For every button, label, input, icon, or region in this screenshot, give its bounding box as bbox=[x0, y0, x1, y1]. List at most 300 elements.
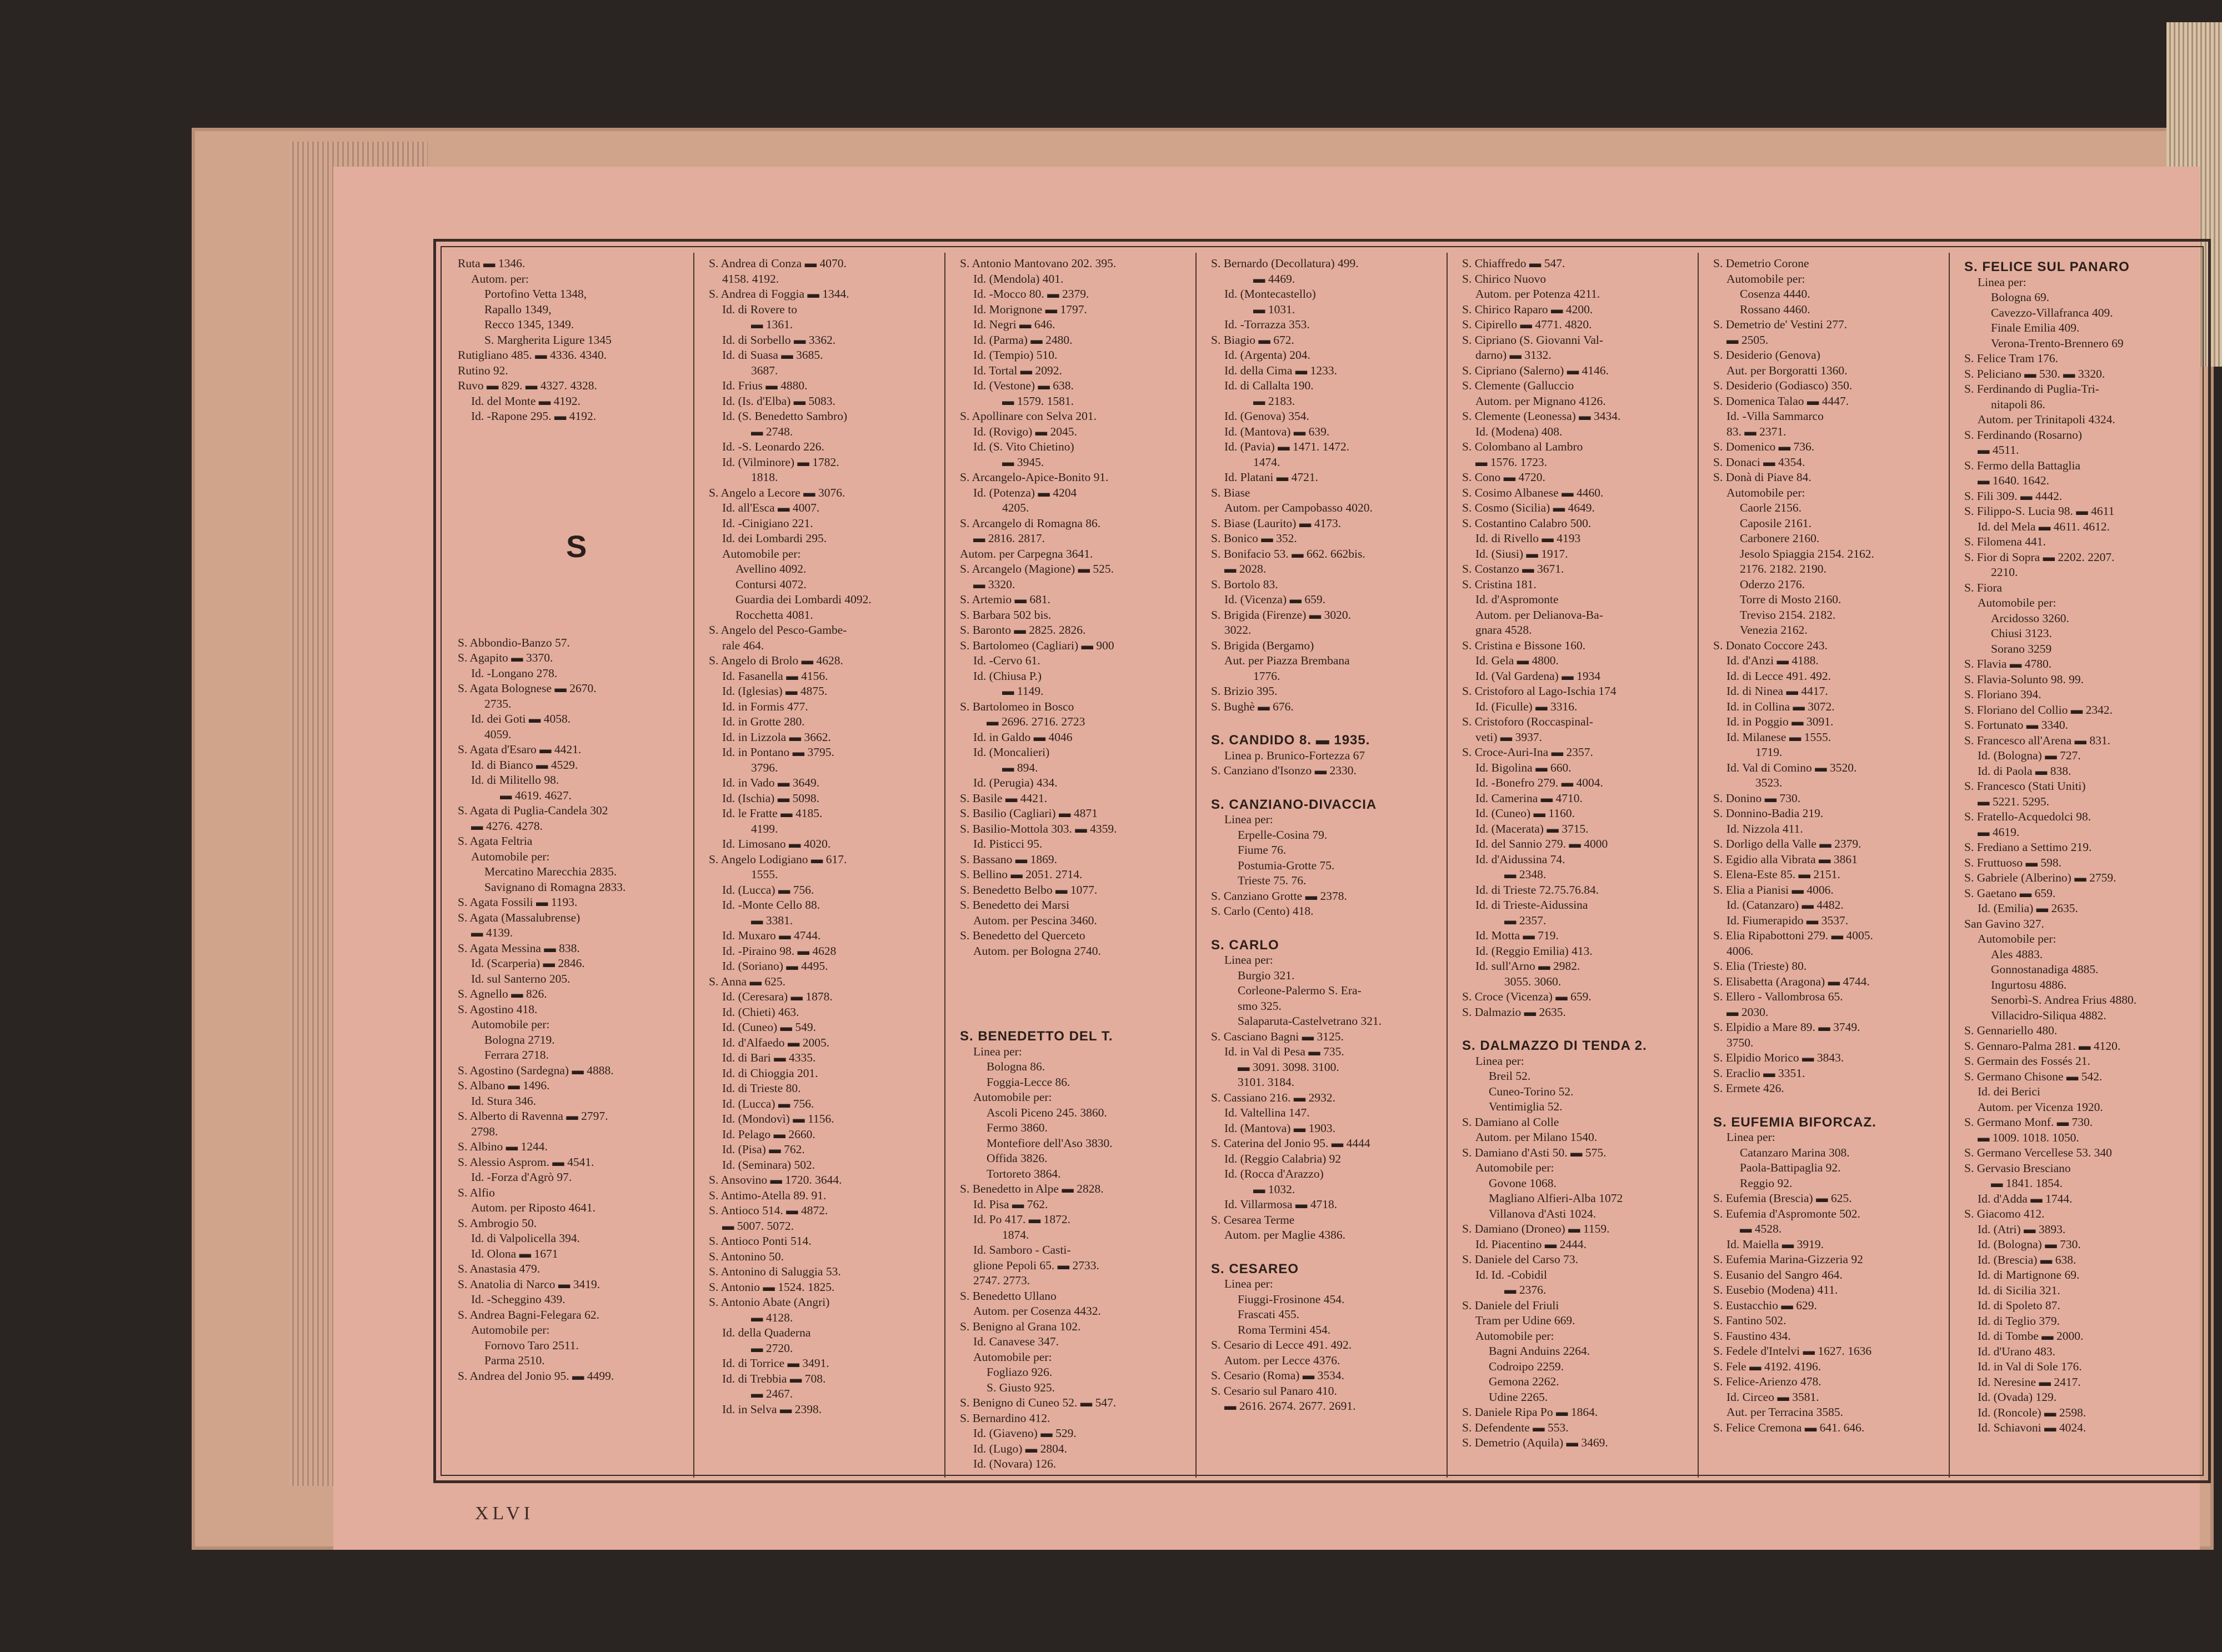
index-entry: S. Andrea di Conza ▬ 4070. bbox=[709, 257, 847, 270]
index-entry: Id. di Bianco ▬ 4529. bbox=[471, 758, 578, 772]
index-entry: S. Fortunato ▬ 3340. bbox=[1964, 718, 2068, 732]
index-entry: ▬ 3091. 3098. 3100. bbox=[1238, 1060, 1339, 1074]
index-entry: S. Donato Coccore 243. bbox=[1713, 638, 1828, 652]
index-entry: Erpelle-Cosina 79. bbox=[1238, 828, 1328, 842]
index-entry: Arcidosso 3260. bbox=[1991, 611, 2069, 625]
index-entry: S. Antonio ▬ 1524. 1825. bbox=[709, 1280, 835, 1294]
index-entry: Verona-Trento-Brennero 69 bbox=[1991, 336, 2124, 350]
index-entry: Guardia dei Lombardi 4092. bbox=[735, 593, 872, 606]
index-entry: Id. Limosano ▬ 4020. bbox=[722, 837, 831, 850]
index-entry: Linea per: bbox=[1475, 1054, 1524, 1068]
index-entry: S. Agostino 418. bbox=[458, 1002, 538, 1016]
index-entry: S. Egidio alla Vibrata ▬ 3861 bbox=[1713, 852, 1858, 866]
index-entry: Id. di Trieste 80. bbox=[722, 1082, 801, 1095]
index-entry: S. Canziano d'Isonzo ▬ 2330. bbox=[1211, 764, 1357, 777]
index-entry: Id. di Teglio 379. bbox=[1978, 1314, 2060, 1328]
index-entry: S. Demetrio (Aquila) ▬ 3469. bbox=[1462, 1436, 1608, 1449]
index-entry: Autom. per Delianova-Ba- bbox=[1475, 608, 1603, 622]
index-entry: ▬ 5007. 5072. bbox=[722, 1219, 794, 1233]
index-entry: ▬ 3320. bbox=[973, 577, 1015, 591]
index-entry: Id. del Mela ▬ 4611. 4612. bbox=[1978, 519, 2110, 533]
index-entry: Linea per: bbox=[1726, 1130, 1775, 1144]
index-entry: S. Bellino ▬ 2051. 2714. bbox=[960, 868, 1083, 881]
index-entry: Id. (Pisa) ▬ 762. bbox=[722, 1143, 805, 1156]
index-entry: S. Cosimo Albanese ▬ 4460. bbox=[1462, 485, 1604, 499]
index-entry: Id. (Mendola) 401. bbox=[973, 272, 1064, 286]
index-entry: Id. Muxaro ▬ 4744. bbox=[722, 929, 821, 942]
spacer bbox=[1713, 1097, 1942, 1112]
index-entry: S. Brigida (Bergamo) bbox=[1211, 638, 1314, 652]
index-entry: ▬ 1009. 1018. 1050. bbox=[1978, 1130, 2079, 1144]
index-entry: Id. (Lugo) ▬ 2804. bbox=[973, 1441, 1067, 1455]
index-entry: Id. (Vilminore) ▬ 1782. bbox=[722, 455, 839, 469]
page-number: XLVI bbox=[475, 1503, 534, 1524]
index-entry: Trieste 75. 76. bbox=[1238, 874, 1307, 887]
index-entry: S. Biase (Laurito) ▬ 4173. bbox=[1211, 516, 1342, 530]
index-entry: Id. di Trieste 72.75.76.84. bbox=[1475, 883, 1599, 897]
index-entry: Ingurtosu 4886. bbox=[1991, 978, 2067, 992]
index-entry: S. Elena-Este 85. ▬ 2151. bbox=[1713, 868, 1840, 881]
section-letter: S bbox=[566, 528, 587, 564]
index-entry: S. Clemente (Leonessa) ▬ 3434. bbox=[1462, 409, 1621, 423]
index-entry: ▬ 2467. bbox=[751, 1387, 793, 1400]
spacer bbox=[1211, 779, 1440, 794]
index-entry: ▬ 4128. bbox=[751, 1310, 793, 1324]
index-entry: Id. Po 417. ▬ 1872. bbox=[973, 1213, 1070, 1226]
index-entry: Carbonere 2160. bbox=[1740, 532, 1820, 545]
index-entry: 3750. bbox=[1726, 1035, 1754, 1049]
index-entry: S. Basilio-Mottola 303. ▬ 4359. bbox=[960, 822, 1117, 835]
index-entry: S. Elia (Trieste) 80. bbox=[1713, 959, 1807, 973]
index-entry: S. Basilio (Cagliari) ▬ 4871 bbox=[960, 807, 1098, 820]
index-entry: Id. (Macerata) ▬ 3715. bbox=[1475, 822, 1589, 835]
index-entry: Id. (Chiusa P.) bbox=[973, 669, 1042, 683]
index-entry: S. Benigno di Cuneo 52. ▬ 547. bbox=[960, 1396, 1117, 1409]
index-entry: Fermo 3860. bbox=[987, 1121, 1048, 1134]
index-column-4 bbox=[1197, 253, 1448, 1478]
index-entry: S. Benigno al Grana 102. bbox=[960, 1319, 1081, 1333]
index-entry: S. Cesario (Roma) ▬ 3534. bbox=[1211, 1369, 1345, 1382]
spacer bbox=[1211, 714, 1440, 729]
index-entry: ▬ 3945. bbox=[1002, 455, 1044, 469]
index-entry: Linea per: bbox=[1978, 275, 2026, 289]
index-entry: S. Ambrogio 50. bbox=[458, 1216, 537, 1230]
index-entry: S. Defendente ▬ 553. bbox=[1462, 1420, 1569, 1434]
index-entry: Id. (Parma) ▬ 2480. bbox=[973, 333, 1073, 347]
index-entry: Id. Gela ▬ 4800. bbox=[1475, 654, 1559, 667]
index-entry: Id. Pelago ▬ 2660. bbox=[722, 1127, 815, 1141]
index-entry: S. Cristina e Bissone 160. bbox=[1462, 638, 1586, 652]
index-entry: Id. Platani ▬ 4721. bbox=[1224, 470, 1318, 484]
index-entry: S. Bonico ▬ 352. bbox=[1211, 532, 1297, 545]
index-entry: Bagni Anduins 2264. bbox=[1489, 1344, 1590, 1358]
index-entry: ▬ 2748. bbox=[751, 424, 793, 438]
index-entry: S. Cono ▬ 4720. bbox=[1462, 470, 1545, 484]
index-entry: Id. in Grotte 280. bbox=[722, 715, 805, 728]
index-entry: Id. (Lucca) ▬ 756. bbox=[722, 883, 814, 897]
index-entry: Autom. per Riposto 4641. bbox=[471, 1201, 595, 1214]
index-entry: S. Angelo Lodigiano ▬ 617. bbox=[709, 852, 847, 866]
index-entry: Ventimiglia 52. bbox=[1489, 1100, 1563, 1113]
index-entry: S. Ermete 426. bbox=[1713, 1082, 1784, 1095]
index-entry: ▬ 1149. bbox=[1002, 684, 1044, 698]
index-entry: Portofino Vetta 1348, bbox=[484, 287, 587, 301]
index-entry: Rocchetta 4081. bbox=[735, 608, 813, 622]
index-entry: S. Demetrio Corone bbox=[1713, 257, 1809, 270]
index-entry: Id. (Perugia) 434. bbox=[973, 776, 1058, 789]
index-entry: S. Costanzo ▬ 3671. bbox=[1462, 562, 1564, 575]
index-entry: S. Bonifacio 53. ▬ 662. 662bis. bbox=[1211, 547, 1365, 560]
index-columns bbox=[443, 253, 2201, 1478]
index-entry: Udine 2265. bbox=[1489, 1390, 1548, 1404]
index-entry: Id. Valtellina 147. bbox=[1224, 1106, 1310, 1119]
index-entry: ▬ 2028. bbox=[1224, 562, 1267, 575]
index-entry: Id. (Emilia) ▬ 2635. bbox=[1978, 902, 2078, 915]
index-entry: S. Fruttuoso ▬ 598. bbox=[1964, 855, 2062, 869]
index-entry: S. Apollinare con Selva 201. bbox=[960, 409, 1097, 423]
index-entry: ▬ 4139. bbox=[471, 926, 513, 939]
index-entry: Automobile per: bbox=[1726, 272, 1805, 286]
index-entry: Id. (Cuneo) ▬ 1160. bbox=[1475, 807, 1575, 820]
index-entry: Autom. per Bologna 2740. bbox=[973, 944, 1101, 958]
index-entry: S. Peliciano ▬ 530. ▬ 3320. bbox=[1964, 367, 2105, 381]
index-entry: Savignano di Romagna 2833. bbox=[484, 880, 626, 894]
index-entry: Id. dei Lombardi 295. bbox=[722, 532, 827, 545]
index-entry: S. Agata d'Esaro ▬ 4421. bbox=[458, 743, 582, 756]
index-entry: Contursi 4072. bbox=[735, 577, 807, 591]
index-entry: Linea per: bbox=[1224, 813, 1273, 826]
index-entry: S. Flavia-Solunto 98. 99. bbox=[1964, 672, 2084, 686]
index-entry: S. Eufemia (Brescia) ▬ 625. bbox=[1713, 1192, 1852, 1205]
index-entry: Id. -Longano 278. bbox=[471, 666, 558, 680]
index-entry: S. Artemio ▬ 681. bbox=[960, 593, 1051, 606]
index-entry: Mercatino Marecchia 2835. bbox=[484, 865, 617, 878]
index-entry: ▬ 2357. bbox=[1504, 913, 1547, 927]
index-entry: Autom. per: bbox=[471, 272, 529, 286]
index-entry: S. Margherita Ligure 1345 bbox=[484, 333, 612, 347]
index-entry: Catanzaro Marina 308. bbox=[1740, 1145, 1850, 1159]
index-entry: ▬ 1841. 1854. bbox=[1991, 1177, 2063, 1190]
index-entry: S. Felice Cremona ▬ 641. 646. bbox=[1713, 1420, 1865, 1434]
index-entry: Id. (Rovigo) ▬ 2045. bbox=[973, 424, 1077, 438]
index-entry: S. Bernardino 412. bbox=[960, 1411, 1050, 1425]
index-entry: S. Antioco Ponti 514. bbox=[709, 1234, 812, 1248]
index-entry: Id. di Suasa ▬ 3685. bbox=[722, 348, 823, 362]
index-entry: Id. d'Aspromonte bbox=[1475, 593, 1559, 606]
index-entry: ▬ 2720. bbox=[751, 1341, 793, 1355]
index-entry: Bologna 86. bbox=[987, 1060, 1045, 1073]
index-entry: S. Filomena 441. bbox=[1964, 535, 2046, 548]
index-entry: Id. dei Goti ▬ 4058. bbox=[471, 712, 571, 725]
index-entry: Id. -Torrazza 353. bbox=[1224, 318, 1310, 331]
index-entry: S. Angelo di Brolo ▬ 4628. bbox=[709, 654, 843, 667]
index-entry: Rutigliano 485. ▬ 4336. 4340. bbox=[458, 348, 607, 362]
index-entry: S. Fedele d'Intelvi ▬ 1627. 1636 bbox=[1713, 1344, 1872, 1358]
index-entry: Autom. per Potenza 4211. bbox=[1475, 287, 1600, 301]
index-entry: Autom. per Trinitapoli 4324. bbox=[1978, 413, 2115, 426]
index-entry: S. Bughè ▬ 676. bbox=[1211, 699, 1294, 713]
index-entry: S. Albano ▬ 1496. bbox=[458, 1079, 550, 1092]
index-entry: S. Andrea del Jonio 95. ▬ 4499. bbox=[458, 1369, 614, 1383]
index-entry: S. Brigida (Firenze) ▬ 3020. bbox=[1211, 608, 1351, 622]
index-entry: Id. (Ficulle) ▬ 3316. bbox=[1475, 699, 1578, 713]
index-column-1 bbox=[443, 253, 694, 1478]
index-entry: S. Elia a Pianisi ▬ 4006. bbox=[1713, 883, 1834, 897]
index-entry: S. Agostino (Sardegna) ▬ 4888. bbox=[458, 1063, 614, 1077]
index-entry: Id. (Soriano) ▬ 4495. bbox=[722, 959, 828, 973]
index-entry: Id. (Brescia) ▬ 638. bbox=[1978, 1253, 2076, 1266]
index-entry: Id. di Ninea ▬ 4417. bbox=[1726, 684, 1828, 698]
index-entry: Id. (Potenza) ▬ 4204 bbox=[973, 485, 1077, 499]
index-entry: Id. del Monte ▬ 4192. bbox=[471, 394, 581, 408]
index-entry: Id. (Roncole) ▬ 2598. bbox=[1978, 1405, 2086, 1419]
index-entry: Id. (Catanzaro) ▬ 4482. bbox=[1726, 898, 1844, 912]
index-entry: 83. ▬ 2371. bbox=[1726, 424, 1786, 438]
index-entry: S. Alberto di Ravenna ▬ 2797. bbox=[458, 1109, 608, 1123]
index-entry: ▬ 1579. 1581. bbox=[1002, 394, 1074, 408]
index-entry: Id. -Forza d'Agrò 97. bbox=[471, 1170, 572, 1184]
index-entry: Id. (Bologna) ▬ 727. bbox=[1978, 749, 2081, 762]
index-entry: Id. Negri ▬ 646. bbox=[973, 318, 1055, 331]
index-entry: S. Eufemia Marina-Gizzeria 92 bbox=[1713, 1253, 1863, 1266]
index-entry: S. Dalmazio ▬ 2635. bbox=[1462, 1005, 1566, 1019]
index-entry: S. Basile ▬ 4421. bbox=[960, 791, 1048, 805]
index-entry: 1874. bbox=[1002, 1228, 1029, 1241]
index-entry: S. Antioco 514. ▬ 4872. bbox=[709, 1204, 828, 1217]
index-entry: Id. in Pontano ▬ 3795. bbox=[722, 745, 834, 759]
index-entry: smo 325. bbox=[1238, 999, 1282, 1013]
index-entry: S. Germain des Fossés 21. bbox=[1964, 1054, 2090, 1068]
index-entry: S. Agapito ▬ 3370. bbox=[458, 651, 553, 664]
index-entry: S. Agnello ▬ 826. bbox=[458, 987, 547, 1000]
index-entry: Id. di Valpolicella 394. bbox=[471, 1232, 580, 1245]
index-entry: Id. all'Esca ▬ 4007. bbox=[722, 501, 820, 514]
index-entry: S. Damiano al Colle bbox=[1462, 1115, 1559, 1129]
index-entry: glione Pepoli 65. ▬ 2733. bbox=[973, 1258, 1099, 1272]
index-entry: S. Elpidio Morico ▬ 3843. bbox=[1713, 1051, 1844, 1064]
index-entry: S. Alessio Asprom. ▬ 4541. bbox=[458, 1155, 594, 1169]
index-entry: 3055. 3060. bbox=[1504, 974, 1562, 988]
index-entry: Finale Emilia 409. bbox=[1991, 321, 2080, 334]
index-entry: 1719. bbox=[1755, 745, 1783, 759]
index-entry: S. Gennaro-Palma 281. ▬ 4120. bbox=[1964, 1039, 2121, 1053]
index-entry: Id. di Chioggia 201. bbox=[722, 1066, 818, 1080]
index-entry: Chiusi 3123. bbox=[1991, 627, 2052, 640]
index-entry: Id. (Genova) 354. bbox=[1224, 409, 1309, 423]
index-entry: Oderzo 2176. bbox=[1740, 577, 1805, 591]
index-entry: Salaparuta-Castelvetrano 321. bbox=[1238, 1014, 1382, 1028]
index-entry: Id. di Trieste-Aidussina bbox=[1475, 898, 1588, 912]
index-entry: Id. in Poggio ▬ 3091. bbox=[1726, 715, 1834, 728]
index-entry: Villacidro-Siliqua 4882. bbox=[1991, 1008, 2106, 1022]
index-entry: 1818. bbox=[751, 470, 778, 484]
index-entry: Id. -Bonefro 279. ▬ 4004. bbox=[1475, 776, 1603, 789]
index-entry: Id. (Lucca) ▬ 756. bbox=[722, 1097, 814, 1110]
index-entry: S. Cipriano (Salerno) ▬ 4146. bbox=[1462, 363, 1609, 377]
index-entry: Senorbì-S. Andrea Frius 4880. bbox=[1991, 993, 2137, 1007]
index-entry: Burgio 321. bbox=[1238, 968, 1295, 982]
index-entry: Id. d'Urano 483. bbox=[1978, 1344, 2056, 1358]
index-entry: 4199. bbox=[751, 822, 778, 835]
index-entry: S. Andrea di Foggia ▬ 1344. bbox=[709, 287, 849, 301]
index-entry: S. Fiora bbox=[1964, 580, 2003, 594]
index-entry: Id. Camerina ▬ 4710. bbox=[1475, 791, 1583, 805]
index-entry: Id. Frius ▬ 4880. bbox=[722, 379, 808, 392]
index-entry: ▬ 5221. 5295. bbox=[1978, 794, 2049, 808]
index-entry: Id. -Mocco 80. ▬ 2379. bbox=[973, 287, 1089, 301]
index-entry: Torre di Mosto 2160. bbox=[1740, 593, 1841, 606]
index-entry: Caorle 2156. bbox=[1740, 501, 1802, 514]
index-entry: S. Damiano d'Asti 50. ▬ 575. bbox=[1462, 1145, 1607, 1159]
index-entry: S. Cesario di Lecce 491. 492. bbox=[1211, 1338, 1352, 1351]
index-entry: S. Agata (Massalubrense) bbox=[458, 910, 580, 924]
index-entry: S. Bartolomeo (Cagliari) ▬ 900 bbox=[960, 638, 1114, 652]
index-entry: S. Dorligo della Valle ▬ 2379. bbox=[1713, 837, 1861, 850]
index-entry: Automobile per: bbox=[973, 1090, 1052, 1104]
index-entry: S. Ellero - Vallombrosa 65. bbox=[1713, 990, 1843, 1003]
index-entry: Id. in Collina ▬ 3072. bbox=[1726, 699, 1835, 713]
index-entry: Id. (Cuneo) ▬ 549. bbox=[722, 1020, 816, 1034]
spacer bbox=[960, 959, 1189, 992]
spacer bbox=[458, 424, 687, 458]
index-entry: Fornovo Taro 2511. bbox=[484, 1338, 579, 1352]
index-entry: Id. (Ceresara) ▬ 1878. bbox=[722, 990, 833, 1003]
index-entry: Id. di Rovere to bbox=[722, 302, 797, 316]
index-entry: Id. di Spoleto 87. bbox=[1978, 1299, 2060, 1312]
index-entry: S. Chirico Nuovo bbox=[1462, 272, 1547, 286]
index-entry: 2747. 2773. bbox=[973, 1274, 1030, 1287]
index-entry: Paola-Battipaglia 92. bbox=[1740, 1161, 1841, 1174]
index-entry: Aut. per Piazza Brembana bbox=[1224, 654, 1350, 667]
index-entry: Autom. per Milano 1540. bbox=[1475, 1130, 1598, 1144]
index-entry: Id. di Torrice ▬ 3491. bbox=[722, 1356, 829, 1370]
index-entry: S. Antonio Mantovano 202. 395. bbox=[960, 257, 1117, 270]
index-entry: Id. Milanese ▬ 1555. bbox=[1726, 730, 1831, 744]
index-entry: S. Damiano (Droneo) ▬ 1159. bbox=[1462, 1222, 1610, 1235]
index-entry: Codroipo 2259. bbox=[1489, 1359, 1564, 1373]
spacer bbox=[1211, 919, 1440, 934]
index-entry: S. Agata Feltria bbox=[458, 834, 533, 848]
index-entry: ▬ 2616. 2674. 2677. 2691. bbox=[1224, 1399, 1356, 1413]
index-entry: Automobile per: bbox=[471, 1018, 550, 1031]
index-entry: Id. (Val Gardena) ▬ 1934 bbox=[1475, 669, 1601, 683]
index-entry: S. Germano Chisone ▬ 542. bbox=[1964, 1069, 2103, 1083]
index-entry: S. Biase bbox=[1211, 485, 1250, 499]
spacer bbox=[1211, 1243, 1440, 1258]
index-entry: Id. d'Alfaedo ▬ 2005. bbox=[722, 1035, 830, 1049]
index-entry: Gonnostanadiga 4885. bbox=[1991, 963, 2099, 976]
index-entry: Linea per: bbox=[1224, 1277, 1273, 1290]
index-entry: S. Germano Vercellese 53. 340 bbox=[1964, 1146, 2112, 1159]
index-entry: Recco 1345, 1349. bbox=[484, 318, 574, 331]
index-entry: ▬ 1640. 1642. bbox=[1978, 474, 2049, 487]
index-entry: Id. (Is. d'Elba) ▬ 5083. bbox=[722, 394, 835, 408]
index-entry: ▬ 4276. 4278. bbox=[471, 819, 543, 833]
index-entry: Linea per: bbox=[973, 1044, 1022, 1058]
index-entry: S. Agata Messina ▬ 838. bbox=[458, 941, 580, 955]
index-entry: S. Costantino Calabro 500. bbox=[1462, 516, 1592, 530]
index-entry: Id. di Paola ▬ 838. bbox=[1978, 764, 2071, 778]
index-entry: Id. (Pavia) ▬ 1471. 1472. bbox=[1224, 440, 1350, 453]
index-entry: Ruta ▬ 1346. bbox=[458, 257, 526, 270]
index-entry: 2176. 2182. 2190. bbox=[1740, 562, 1826, 575]
index-entry: Fogliazo 926. bbox=[987, 1365, 1053, 1379]
spacer bbox=[1462, 1020, 1691, 1035]
index-entry: S. Angelo a Lecore ▬ 3076. bbox=[709, 485, 845, 499]
index-entry: Id. Tortal ▬ 2092. bbox=[973, 363, 1062, 377]
index-entry: Ascoli Piceno 245. 3860. bbox=[987, 1105, 1107, 1119]
index-entry: Id. di Militello 98. bbox=[471, 773, 559, 787]
index-entry: Id. (Vicenza) ▬ 659. bbox=[1224, 593, 1325, 606]
index-entry: Id. -Villa Sammarco bbox=[1726, 409, 1824, 423]
index-entry: S. Faustino 434. bbox=[1713, 1329, 1791, 1343]
station-heading: S. DALMAZZO DI TENDA 2. bbox=[1462, 1038, 1647, 1053]
index-entry: Linea p. Brunico-Fortezza 67 bbox=[1224, 748, 1365, 762]
index-entry: ▬ 1361. bbox=[751, 318, 793, 331]
index-entry: Postumia-Grotte 75. bbox=[1238, 858, 1335, 872]
index-entry: S. Frediano a Settimo 219. bbox=[1964, 840, 2092, 854]
index-entry: Govone 1068. bbox=[1489, 1176, 1557, 1190]
station-heading: S. EUFEMIA BIFORCAZ. bbox=[1713, 1114, 1876, 1130]
index-entry: Id. -Piraino 98. ▬ 4628 bbox=[722, 944, 837, 958]
index-entry: S. Arcangelo di Romagna 86. bbox=[960, 516, 1101, 530]
index-entry: Id. dei Berici bbox=[1978, 1085, 2040, 1098]
index-column-5 bbox=[1448, 253, 1699, 1478]
index-entry: S. Cassiano 216. ▬ 2932. bbox=[1211, 1090, 1335, 1104]
index-entry: Id. sul Santerno 205. bbox=[471, 972, 570, 985]
index-entry: S. Agata Bolognese ▬ 2670. bbox=[458, 682, 597, 695]
index-entry: Id. Villarmosa ▬ 4718. bbox=[1224, 1198, 1338, 1211]
index-entry: S. Floriano del Collio ▬ 2342. bbox=[1964, 703, 2113, 717]
index-entry: Id. (Siusi) ▬ 1917. bbox=[1475, 547, 1568, 560]
index-entry: Id. di Callalta 190. bbox=[1224, 379, 1314, 392]
index-entry: ▬ 2348. bbox=[1504, 868, 1547, 881]
index-entry: S. Fele ▬ 4192. 4196. bbox=[1713, 1359, 1821, 1373]
index-entry: Id. (Atri) ▬ 3893. bbox=[1978, 1222, 2066, 1236]
index-entry: Cuneo-Torino 52. bbox=[1489, 1084, 1574, 1098]
index-entry: S. Demetrio de' Vestini 277. bbox=[1713, 318, 1848, 331]
index-entry: Id. d'Aidussina 74. bbox=[1475, 852, 1565, 866]
index-entry: Offida 3826. bbox=[987, 1152, 1048, 1165]
index-entry: Corleone-Palermo S. Era- bbox=[1238, 984, 1362, 997]
index-entry: S. Anna ▬ 625. bbox=[709, 974, 785, 988]
index-entry: S. Ferdinando (Rosarno) bbox=[1964, 428, 2082, 442]
index-entry: 4158. 4192. bbox=[722, 272, 779, 286]
index-entry: ▬ 1031. bbox=[1253, 302, 1295, 316]
index-entry: S. Francesco all'Arena ▬ 831. bbox=[1964, 733, 2110, 747]
index-entry: Treviso 2154. 2182. bbox=[1740, 608, 1836, 622]
index-entry: Sorano 3259 bbox=[1991, 642, 2052, 655]
index-entry: S. Donaci ▬ 4354. bbox=[1713, 455, 1805, 469]
index-entry: Id. Circeo ▬ 3581. bbox=[1726, 1390, 1819, 1404]
index-entry: Rossano 4460. bbox=[1740, 302, 1810, 316]
index-entry: S. Chirico Raparo ▬ 4200. bbox=[1462, 302, 1593, 316]
index-entry: Gemona 2262. bbox=[1489, 1375, 1559, 1388]
index-entry: S. Carlo (Cento) 418. bbox=[1211, 904, 1314, 918]
index-entry: S. Casciano Bagni ▬ 3125. bbox=[1211, 1029, 1344, 1043]
index-entry: Parma 2510. bbox=[484, 1354, 545, 1367]
index-entry: ▬ 2183. bbox=[1253, 394, 1295, 408]
index-entry: S. Domenica Talao ▬ 4447. bbox=[1713, 394, 1849, 408]
index-entry: Automobile per: bbox=[722, 547, 801, 560]
index-entry: S. Fili 309. ▬ 4442. bbox=[1964, 489, 2063, 503]
index-entry: Id. (Reggio Emilia) 413. bbox=[1475, 944, 1593, 958]
index-entry: darno) ▬ 3132. bbox=[1475, 348, 1552, 362]
index-entry: S. Andrea Bagni-Felegara 62. bbox=[458, 1308, 599, 1321]
index-entry: S. Anastasia 479. bbox=[458, 1262, 541, 1275]
index-entry: S. Albino ▬ 1244. bbox=[458, 1140, 548, 1153]
index-entry: rale 464. bbox=[722, 638, 764, 652]
